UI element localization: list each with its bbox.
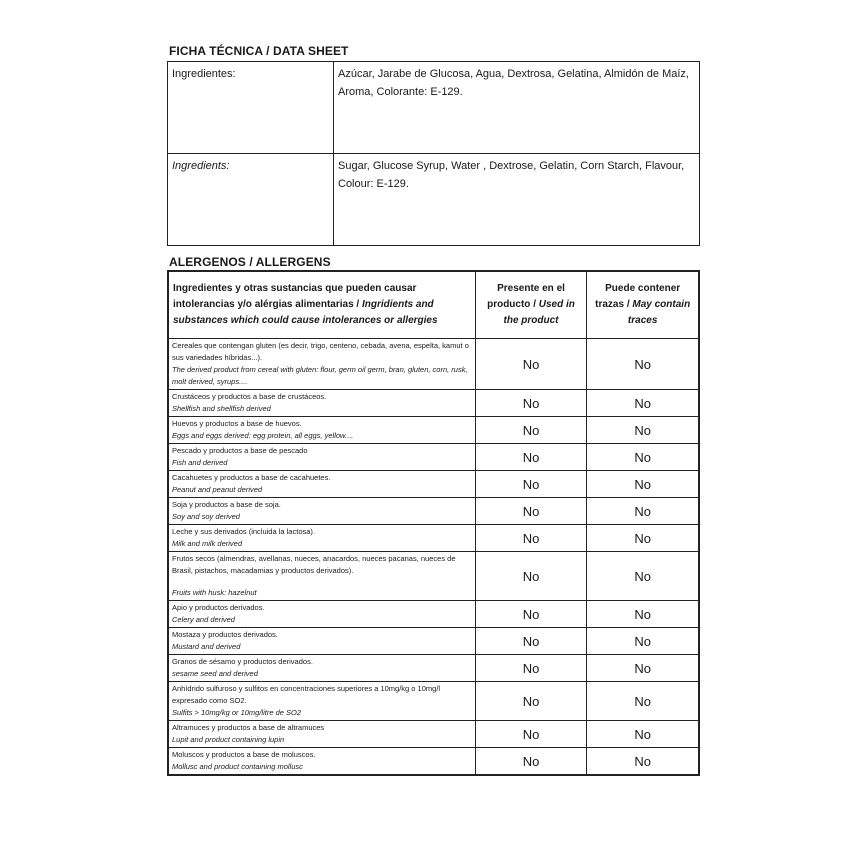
allergen-description [168, 525, 475, 552]
allergen-row [168, 748, 699, 776]
allergen-traces-value: No [587, 721, 699, 748]
allergen-traces-value: No [587, 339, 699, 390]
allergen-description [168, 601, 475, 628]
allergen-row [168, 471, 699, 498]
allergen-name-es: Anhídrido sulfuroso y sulfitos en concentraciones superiores a 10mg/kg o 10mg/l expresado como SO2. [172, 684, 441, 705]
allergen-traces-value: No [587, 655, 699, 682]
allergen-description [168, 417, 475, 444]
allergen-present-value: No [475, 748, 587, 776]
allergen-name-es: Soja y productos a base de soja. [172, 500, 281, 509]
allergen-present-value: No [475, 682, 587, 721]
allergen-row [168, 721, 699, 748]
allergen-description [168, 721, 475, 748]
allergen-name-en: The derived product from cereal with gluten: flour, germ oil germ, bran, gluten, corn, rusk, molt derived, syrups.... [172, 365, 468, 386]
allergen-name-es: Mostaza y productos derivados. [172, 630, 278, 639]
allergen-name-en: Lupit and product containing lupin [172, 735, 285, 744]
allergen-description [168, 748, 475, 776]
allergen-name-es: Granos de sésamo y productos derivados. [172, 657, 313, 666]
allergen-name-es: Apio y productos derivados. [172, 603, 265, 612]
allergen-traces-value: No [587, 552, 699, 601]
allergen-name-en: Mollusc and product containing mollusc [172, 762, 303, 771]
ingredients-text-en: Sugar, Glucose Syrup, Water , Dextrose, Gelatin, Corn Starch, Flavour, Colour: E-129. [334, 154, 700, 246]
allergen-name-es: Crustáceos y productos a base de crustáceos. [172, 392, 327, 401]
allergen-traces-value: No [587, 471, 699, 498]
allergen-row [168, 417, 699, 444]
allergen-present-value: No [475, 444, 587, 471]
allergen-name-en: Sulfits > 10mg/kg or 10mg/litre de SO2 [172, 708, 302, 717]
allergens-header-row [168, 271, 699, 339]
allergen-name-es: Pescado y productos a base de pescado [172, 446, 308, 455]
allergen-description [168, 628, 475, 655]
allergen-present-value: No [475, 390, 587, 417]
allergen-name-en: Soy and soy derived [172, 512, 240, 521]
allergen-name-es: Frutos secos (almendras, avellanas, nueces, anacardos, nueces pacanas, nueces de Brasil, pistachos, macadamias y productos derivados). [172, 554, 456, 575]
allergen-present-value: No [475, 525, 587, 552]
allergen-present-value: No [475, 601, 587, 628]
allergen-traces-value: No [587, 682, 699, 721]
allergen-row [168, 339, 699, 390]
allergen-description [168, 498, 475, 525]
allergen-row [168, 628, 699, 655]
allergen-description [168, 339, 475, 390]
ingredients-text-es: Azúcar, Jarabe de Glucosa, Agua, Dextrosa, Gelatina, Almidón de Maíz, Aroma, Colorante: E-129. [334, 62, 700, 154]
allergen-traces-value: No [587, 601, 699, 628]
header-traces: Puede contener trazas / May contain traces [587, 271, 699, 339]
allergen-name-en: Mustard and derived [172, 642, 241, 651]
allergen-name-en: Celery and derived [172, 615, 235, 624]
allergen-name-en: Shellfish and shellfish derived [172, 404, 271, 413]
allergen-present-value: No [475, 721, 587, 748]
allergen-present-value: No [475, 655, 587, 682]
allergen-traces-value: No [587, 417, 699, 444]
allergen-row [168, 552, 699, 601]
allergen-name-es: Cacahuetes y productos a base de cacahuetes. [172, 473, 331, 482]
allergen-present-value: No [475, 498, 587, 525]
allergen-name-es: Altramuces y productos a base de altramuces [172, 723, 325, 732]
allergen-present-value: No [475, 339, 587, 390]
allergen-name-en: Fruits with husk: hazelnut [172, 588, 257, 597]
allergen-name-es: Leche y sus derivados (incluida la lactosa). [172, 527, 315, 536]
allergen-description [168, 390, 475, 417]
allergen-traces-value: No [587, 748, 699, 776]
allergen-row [168, 390, 699, 417]
allergen-present-value: No [475, 471, 587, 498]
allergen-row [168, 655, 699, 682]
allergen-row [168, 444, 699, 471]
allergen-name-en: Peanut and peanut derived [172, 485, 263, 494]
allergen-name-en: sesame seed and derived [172, 669, 258, 678]
ingredients-row-es [168, 62, 700, 154]
ingredients-row-en [168, 154, 700, 246]
allergen-traces-value: No [587, 390, 699, 417]
allergen-row [168, 498, 699, 525]
allergen-traces-value: No [587, 628, 699, 655]
allergen-description [168, 552, 475, 601]
allergen-row [168, 525, 699, 552]
ingredients-table [167, 61, 700, 246]
allergen-row [168, 601, 699, 628]
allergen-name-es: Huevos y productos a base de huevos. [172, 419, 302, 428]
allergen-present-value: No [475, 417, 587, 444]
allergen-traces-value: No [587, 444, 699, 471]
data-sheet-title: FICHA TÉCNICA / DATA SHEET [169, 44, 349, 58]
header-substances: Ingredientes y otras sustancias que pueden causar intolerancias y/o alérgias alimentarias / Ingridients and substances which could cause intolerances or allergies [168, 271, 475, 339]
allergen-name-en: Fish and derived [172, 458, 228, 467]
allergen-description [168, 682, 475, 721]
ingredients-label-es: Ingredientes: [168, 62, 334, 154]
allergen-row [168, 682, 699, 721]
allergen-name-en: Milk and milk derived [172, 539, 243, 548]
allergens-table [167, 270, 700, 776]
allergen-name-es: Moluscos y productos a base de moluscos. [172, 750, 316, 759]
allergen-traces-value: No [587, 498, 699, 525]
ingredients-label-en: Ingredients: [168, 154, 334, 246]
allergen-present-value: No [475, 552, 587, 601]
allergen-description [168, 655, 475, 682]
allergen-description [168, 471, 475, 498]
allergens-title: ALERGENOS / ALLERGENS [169, 255, 331, 269]
allergen-present-value: No [475, 628, 587, 655]
allergen-name-es: Cereales que contengan gluten (es decir, trigo, centeno, cebada, avena, espelta, kamut o sus variedades híbridas...). [172, 341, 469, 362]
header-present: Presente en el producto / Used in the product [475, 271, 587, 339]
allergen-traces-value: No [587, 525, 699, 552]
allergen-description [168, 444, 475, 471]
allergen-name-en: Eggs and eggs derived: egg protein, all eggs, yellow.... [172, 431, 354, 440]
